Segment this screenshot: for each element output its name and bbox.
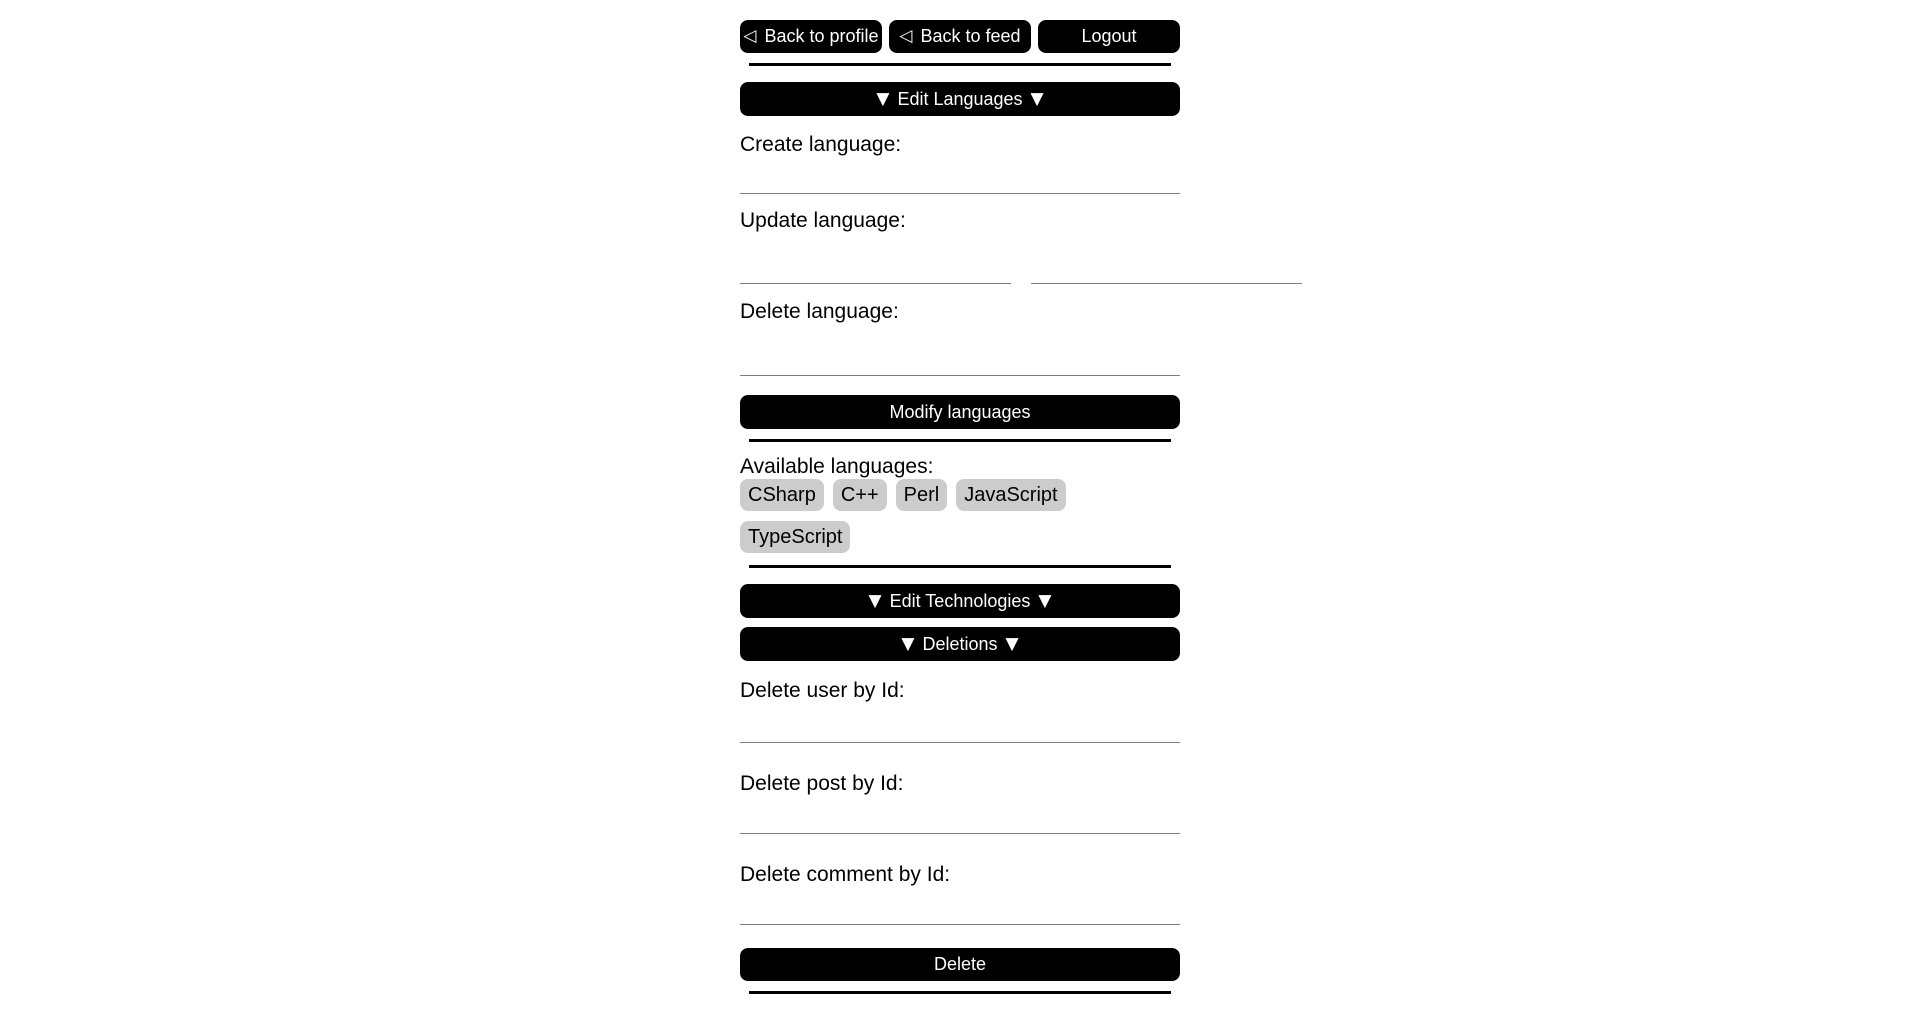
delete-post-id-input[interactable] [740, 797, 1180, 834]
delete-submit-button[interactable] [740, 948, 1180, 981]
admin-panel [740, 0, 1180, 994]
divider [749, 991, 1171, 994]
divider [749, 565, 1171, 568]
back-arrow-icon: ◁ [743, 26, 757, 46]
delete-post-label: Delete post by Id: [740, 772, 904, 795]
back-to-feed-button[interactable] [889, 20, 1031, 53]
delete-submit-label: Delete [933, 954, 987, 974]
divider [749, 439, 1171, 442]
delete-user-id-input[interactable] [740, 706, 1180, 743]
edit-languages-toggle-label: Edit Languages [897, 88, 1023, 109]
caret-down-icon: ▼ [868, 590, 882, 611]
language-chip[interactable]: CSharp [740, 479, 824, 511]
back-to-feed-label: Back to feed [920, 26, 1021, 46]
logout-button[interactable] [1038, 20, 1180, 53]
available-languages-label: Available languages: [740, 455, 934, 478]
language-chip[interactable]: C++ [833, 479, 887, 511]
edit-technologies-toggle[interactable] [740, 584, 1180, 618]
caret-down-icon: ▼ [876, 88, 890, 109]
deletions-toggle-label: Deletions [922, 633, 998, 654]
modify-languages-label: Modify languages [889, 401, 1031, 422]
divider [749, 63, 1171, 66]
language-chip[interactable]: Perl [896, 479, 948, 511]
back-to-profile-label: Back to profile [764, 26, 879, 46]
top-nav [740, 20, 1180, 53]
back-to-profile-button[interactable] [740, 20, 882, 53]
language-chip[interactable]: TypeScript [740, 521, 850, 553]
delete-comment-label: Delete comment by Id: [740, 863, 951, 886]
update-language-fields [740, 247, 1180, 284]
create-language-label: Create language: [740, 133, 902, 156]
caret-down-icon: ▼ [1005, 633, 1019, 654]
delete-comment-id-input[interactable] [740, 888, 1180, 925]
delete-language-input[interactable] [740, 339, 1180, 376]
edit-technologies-toggle-label: Edit Technologies [889, 590, 1031, 611]
delete-language-label: Delete language: [740, 300, 899, 323]
caret-down-icon: ▼ [1030, 88, 1044, 109]
logout-label: Logout [1081, 26, 1137, 46]
update-language-old-name-input[interactable] [740, 247, 1011, 284]
caret-down-icon: ▼ [901, 633, 915, 654]
update-language-new-name-input[interactable] [1031, 247, 1302, 284]
available-languages-list [740, 479, 1180, 553]
edit-languages-toggle[interactable] [740, 82, 1180, 116]
language-chip[interactable]: JavaScript [956, 479, 1065, 511]
back-arrow-icon: ◁ [899, 26, 913, 46]
deletions-toggle[interactable] [740, 627, 1180, 661]
delete-user-label: Delete user by Id: [740, 679, 905, 702]
update-language-label: Update language: [740, 209, 906, 232]
caret-down-icon: ▼ [1038, 590, 1052, 611]
create-language-input[interactable] [740, 157, 1180, 194]
modify-languages-button[interactable] [740, 395, 1180, 429]
